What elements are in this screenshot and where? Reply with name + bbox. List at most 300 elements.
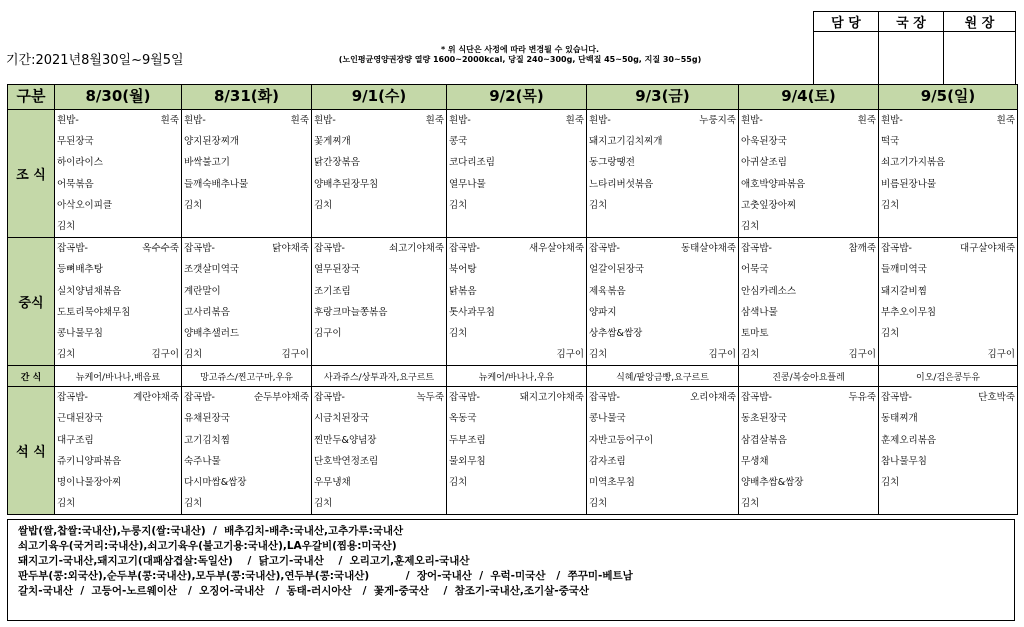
menu-item: 흰밥-	[184, 115, 206, 126]
menu-line	[741, 110, 876, 131]
menu-line	[449, 344, 584, 365]
menu-item: 들깨숙배추나물	[184, 178, 249, 190]
menu-item: 김치	[449, 327, 468, 339]
menu-item: 두부조림	[449, 434, 486, 446]
menu-line	[57, 152, 179, 173]
menu-line	[881, 131, 1015, 152]
menu-item: 상추쌈&쌈장	[589, 327, 643, 339]
menu-item: 김치	[314, 199, 333, 211]
menu-line	[881, 174, 1015, 195]
menu-line	[57, 110, 179, 131]
day-header: 8/31(화)	[182, 85, 312, 110]
menu-item: 느타리버섯볶음	[589, 178, 654, 190]
approval-box	[813, 11, 1016, 90]
menu-line	[184, 472, 309, 493]
menu-item-side: 흰죽	[160, 115, 179, 126]
menu-line	[57, 451, 179, 472]
meal-label-dinner: 석 식	[8, 387, 55, 515]
menu-item: 김치	[184, 498, 203, 510]
menu-item: 콩국	[449, 136, 468, 148]
menu-line	[314, 430, 444, 451]
lunch-row	[8, 238, 1018, 366]
menu-item: 잡곡밥-	[449, 392, 480, 404]
menu-line	[314, 387, 444, 408]
menu-line	[449, 216, 584, 237]
menu-line	[314, 323, 444, 344]
approval-staff-sign	[814, 32, 879, 90]
menu-line	[184, 259, 309, 280]
menu-line	[449, 323, 584, 344]
menu-item: 삼겹살볶음	[741, 434, 787, 446]
menu-item: 다시마쌈&쌈장	[184, 477, 247, 488]
menu-item: 콩나물무침	[57, 327, 103, 339]
menu-line	[314, 451, 444, 472]
menu-item-side: 김구이	[151, 349, 179, 361]
menu-item: 어묵볶음	[57, 178, 94, 190]
menu-line	[589, 216, 736, 237]
menu-line	[184, 451, 309, 472]
menu-line	[314, 259, 444, 280]
menu-item: 떡국	[881, 136, 900, 148]
menu-item: 김치	[314, 498, 333, 510]
menu-line	[314, 493, 444, 514]
header-row	[8, 85, 1018, 110]
menu-item-side: 동태살야채죽	[680, 243, 736, 255]
menu-item: 명이나물장아찌	[57, 477, 122, 488]
menu-line	[184, 430, 309, 451]
menu-line	[184, 195, 309, 216]
menu-line	[881, 238, 1015, 259]
menu-item: 김치	[881, 199, 900, 211]
snack-cell: 망고쥬스/찐고구마,우유	[182, 366, 312, 387]
approval-head-label: 원 장	[944, 12, 1016, 32]
menu-item-side: 김구이	[556, 349, 584, 361]
menu-item: 돼지고기김치찌개	[589, 136, 663, 148]
menu-line	[57, 493, 179, 514]
weekly-menu-table	[7, 84, 1018, 515]
menu-line	[881, 259, 1015, 280]
menu-line	[589, 451, 736, 472]
dinner-row	[8, 387, 1018, 515]
menu-line	[741, 387, 876, 408]
menu-line	[184, 323, 309, 344]
menu-item: 북어탕	[449, 264, 477, 276]
menu-cell	[447, 238, 587, 366]
snack-cell: 이오/검은콩두유	[879, 366, 1018, 387]
menu-line	[449, 302, 584, 323]
menu-line	[881, 110, 1015, 131]
menu-item-side: 흰죽	[425, 115, 444, 126]
menu-item: 동태찌개	[881, 413, 918, 425]
menu-item-side: 누룽지죽	[699, 115, 736, 126]
approval-director-label: 국 장	[879, 12, 944, 32]
menu-item: 쥬키니양파볶음	[57, 455, 122, 467]
menu-line	[184, 110, 309, 131]
menu-item: 옥동국	[449, 413, 477, 425]
menu-cell	[312, 387, 447, 515]
menu-line	[589, 344, 736, 365]
menu-line	[449, 281, 584, 302]
menu-item: 고사리볶음	[184, 306, 230, 318]
menu-line	[449, 195, 584, 216]
menu-line	[589, 174, 736, 195]
menu-item: 김치	[184, 199, 203, 211]
menu-cell	[587, 110, 739, 238]
menu-item: 김치	[741, 498, 760, 510]
menu-cell	[182, 387, 312, 515]
menu-line	[314, 344, 444, 365]
period-label: 기간:2021년8월30일~9월5일	[6, 53, 184, 68]
menu-line	[741, 152, 876, 173]
menu-item: 동그랑땡전	[589, 157, 635, 169]
menu-line	[589, 430, 736, 451]
menu-line	[184, 174, 309, 195]
menu-line	[741, 323, 876, 344]
day-header: 9/3(금)	[587, 85, 739, 110]
menu-line	[881, 216, 1015, 237]
meal-label-breakfast: 조 식	[8, 110, 55, 238]
menu-line	[589, 259, 736, 280]
day-header: 9/5(일)	[879, 85, 1018, 110]
menu-line	[184, 281, 309, 302]
menu-line	[449, 387, 584, 408]
menu-line	[589, 131, 736, 152]
menu-item: 조기조림	[314, 285, 351, 297]
menu-item: 양배추쌈&쌈장	[741, 477, 804, 488]
menu-item: 근대된장국	[57, 413, 103, 425]
menu-item-side: 쇠고기야채죽	[388, 243, 444, 255]
menu-item: 시금치된장국	[314, 413, 370, 425]
menu-line	[741, 195, 876, 216]
meal-label-snack: 간 식	[8, 366, 55, 387]
menu-item: 아삭오이피클	[57, 199, 113, 211]
menu-item: 바싹불고기	[184, 157, 230, 169]
menu-item-side: 두유죽	[848, 392, 876, 404]
menu-line	[449, 110, 584, 131]
menu-item: 양파지	[589, 306, 617, 318]
menu-item: 잡곡밥-	[184, 392, 215, 404]
menu-line	[881, 281, 1015, 302]
menu-cell	[879, 238, 1018, 366]
menu-item-side: 단호박죽	[978, 392, 1015, 404]
menu-line	[57, 216, 179, 237]
menu-item: 감자조림	[589, 455, 626, 467]
menu-line	[314, 408, 444, 429]
menu-line	[57, 408, 179, 429]
menu-item: 도토리묵야채무침	[57, 306, 131, 318]
menu-item: 잡곡밥-	[881, 392, 912, 404]
menu-line	[741, 281, 876, 302]
menu-item-side: 참깨죽	[848, 243, 876, 255]
menu-item: 계란말이	[184, 285, 221, 297]
menu-item-side: 흰죽	[996, 115, 1015, 126]
menu-item: 물외무침	[449, 455, 486, 467]
menu-line	[184, 387, 309, 408]
menu-item: 흰밥-	[741, 115, 763, 126]
menu-item: 우무냉채	[314, 477, 351, 488]
menu-item-side: 흰죽	[565, 115, 584, 126]
menu-line	[314, 195, 444, 216]
menu-item: 잡곡밥-	[449, 243, 480, 255]
menu-item: 톳사과무침	[449, 306, 495, 318]
menu-item: 고기김치찜	[184, 434, 230, 446]
menu-item: 콩나물국	[589, 413, 626, 425]
menu-cell	[55, 387, 182, 515]
menu-line	[589, 152, 736, 173]
menu-cell	[55, 110, 182, 238]
menu-item: 하이라이스	[57, 157, 103, 169]
menu-line	[57, 238, 179, 259]
menu-item-side: 녹두죽	[416, 392, 444, 404]
menu-cell	[55, 238, 182, 366]
menu-line	[589, 493, 736, 514]
menu-item: 김치	[589, 199, 608, 211]
menu-line	[314, 174, 444, 195]
menu-item: 양배추된장무침	[314, 178, 379, 190]
menu-item: 김치	[57, 349, 76, 361]
menu-line	[589, 387, 736, 408]
menu-line	[881, 302, 1015, 323]
menu-item: 김치	[57, 220, 76, 232]
menu-item: 자반고등어구이	[589, 434, 654, 446]
menu-item: 김치	[589, 349, 608, 361]
menu-item: 참나물무침	[881, 455, 927, 467]
menu-item-side: 옥수수죽	[142, 243, 179, 255]
menu-item-side: 닭야채죽	[272, 243, 309, 255]
menu-item: 삼색나물	[741, 306, 778, 318]
menu-item-side: 순두부야채죽	[253, 392, 309, 404]
menu-item: 김치	[57, 498, 76, 510]
menu-cell	[879, 110, 1018, 238]
menu-cell	[587, 387, 739, 515]
meal-label-lunch: 중식	[8, 238, 55, 366]
menu-line	[449, 152, 584, 173]
menu-item: 잡곡밥-	[741, 243, 772, 255]
menu-line	[184, 302, 309, 323]
origin-line: 쇠고기육우(국거리:국내산),쇠고기육우(불고기용:국내산),LA우갈비(찜용:미국산)	[18, 540, 397, 552]
menu-line	[449, 408, 584, 429]
menu-line	[589, 408, 736, 429]
menu-item: 잡곡밥-	[589, 243, 620, 255]
menu-item: 아귀살조림	[741, 157, 787, 169]
notice-line-1: * 위 식단은 사정에 따라 변경될 수 있습니다.	[440, 45, 600, 54]
menu-cell	[739, 110, 879, 238]
menu-item: 김치	[741, 220, 760, 232]
origin-line: 돼지고기-국내산,돼지고기(대패삼겹살:독일산) / 닭고기-국내산 / 오리고기,훈제오리-국내산	[18, 555, 470, 567]
menu-item-side: 김구이	[987, 349, 1015, 361]
menu-line	[184, 493, 309, 514]
day-header: 9/2(목)	[447, 85, 587, 110]
menu-item: 아욱된장국	[741, 136, 787, 148]
menu-line	[314, 110, 444, 131]
menu-line	[881, 493, 1015, 514]
menu-item: 잡곡밥-	[57, 243, 88, 255]
menu-line	[57, 281, 179, 302]
menu-line	[881, 451, 1015, 472]
menu-item: 잡곡밥-	[741, 392, 772, 404]
menu-line	[57, 472, 179, 493]
menu-item: 김치	[881, 327, 900, 339]
menu-line	[741, 259, 876, 280]
menu-line	[314, 152, 444, 173]
menu-item: 김치	[449, 477, 468, 488]
menu-item: 흰밥-	[881, 115, 903, 126]
menu-item: 유채된장국	[184, 413, 230, 425]
menu-line	[314, 238, 444, 259]
menu-cell	[587, 238, 739, 366]
origin-line: 갈치-국내산 / 고등어-노르웨이산 / 오징어-국내산 / 동태-러시아산 / 꽃게-중국산 / 참조기-국내산,조기살-중국산	[18, 585, 590, 597]
snack-cell: 식혜/팥앙금빵,요구르트	[587, 366, 739, 387]
menu-item: 숙주나물	[184, 455, 221, 467]
menu-line	[741, 451, 876, 472]
day-header: 9/1(수)	[312, 85, 447, 110]
menu-line	[881, 323, 1015, 344]
menu-item: 김치	[184, 349, 203, 361]
menu-line	[184, 408, 309, 429]
menu-item: 김치	[589, 498, 608, 510]
menu-cell	[312, 110, 447, 238]
menu-line	[449, 131, 584, 152]
menu-line	[449, 493, 584, 514]
menu-item: 대구조림	[57, 434, 94, 446]
menu-item: 고춧잎장아찌	[741, 199, 797, 211]
menu-item: 코다리조림	[449, 157, 495, 169]
menu-line	[741, 408, 876, 429]
menu-item: 어묵국	[741, 264, 769, 276]
snack-cell: 진콩/복숭아요플레	[739, 366, 879, 387]
menu-line	[314, 281, 444, 302]
menu-line	[184, 131, 309, 152]
menu-line	[741, 493, 876, 514]
menu-line	[589, 472, 736, 493]
day-header: 8/30(월)	[55, 85, 182, 110]
menu-line	[881, 472, 1015, 493]
menu-item: 비름된장나물	[881, 178, 937, 190]
menu-item: 양지된장찌개	[184, 136, 240, 148]
menu-item: 잡곡밥-	[314, 243, 345, 255]
menu-item: 닭볶음	[449, 285, 477, 297]
menu-item: 잡곡밥-	[589, 392, 620, 404]
menu-line	[184, 152, 309, 173]
menu-line	[184, 344, 309, 365]
menu-line	[589, 195, 736, 216]
menu-line	[741, 302, 876, 323]
menu-cell	[312, 238, 447, 366]
snack-cell: 뉴케어/바나나,배음료	[55, 366, 182, 387]
menu-item: 김치	[449, 199, 468, 211]
menu-item-side: 대구살야채죽	[959, 243, 1015, 255]
menu-cell	[879, 387, 1018, 515]
menu-line	[881, 195, 1015, 216]
snack-cell: 사과쥬스/상투과자,요구르트	[312, 366, 447, 387]
menu-item: 실치양념채볶음	[57, 285, 122, 297]
menu-line	[314, 302, 444, 323]
menu-item: 잡곡밥-	[184, 243, 215, 255]
header-label: 구분	[8, 85, 55, 110]
origin-notes	[7, 519, 1015, 621]
menu-line	[57, 430, 179, 451]
menu-cell	[182, 110, 312, 238]
menu-item: 부추오이무침	[881, 306, 937, 318]
notice	[330, 45, 710, 65]
menu-item: 쇠고기가지볶음	[881, 157, 946, 169]
menu-item: 흰밥-	[57, 115, 79, 126]
menu-item: 흰밥-	[589, 115, 611, 126]
menu-line	[741, 174, 876, 195]
menu-line	[314, 472, 444, 493]
menu-item: 등뼈배추탕	[57, 264, 103, 276]
menu-line	[184, 216, 309, 237]
origin-line: 쌀밥(쌀,찹쌀:국내산),누룽지(쌀:국내산) / 배추김치-배추:국내산,고추가루:국내산	[18, 525, 404, 537]
menu-item-side: 오리야채죽	[690, 392, 736, 404]
menu-line	[57, 387, 179, 408]
menu-item-side: 계란야채죽	[133, 392, 179, 404]
approval-staff-label: 담 당	[814, 12, 879, 32]
menu-item-side: 흰죽	[290, 115, 309, 126]
snack-row	[8, 366, 1018, 387]
menu-item-side: 김구이	[708, 349, 736, 361]
origin-line: 판두부(콩:외국산),순두부(콩:국내산),모두부(콩:국내산),연두부(콩:국내산) / 장어-국내산 / 우럭-미국산 / 쭈꾸미-베트남	[18, 570, 633, 582]
menu-line	[449, 430, 584, 451]
snack-cell: 뉴케어/바나나,우유	[447, 366, 587, 387]
menu-line	[741, 131, 876, 152]
day-header: 9/4(토)	[739, 85, 879, 110]
menu-item: 후랑크마늘쫑볶음	[314, 306, 388, 318]
menu-item: 동초된장국	[741, 413, 787, 425]
menu-item-side: 김구이	[848, 349, 876, 361]
menu-line	[449, 472, 584, 493]
menu-item: 양배추샐러드	[184, 327, 240, 339]
menu-item-side: 새우살야채죽	[528, 243, 584, 255]
menu-line	[741, 344, 876, 365]
menu-line	[589, 110, 736, 131]
menu-item: 김치	[741, 349, 760, 361]
notice-line-2: (노인평균영양권장량 열량 1600~2000kcal, 당질 240~300g, 단백질 45~50g, 지질 30~55g)	[338, 55, 702, 64]
menu-line	[741, 430, 876, 451]
menu-line	[589, 302, 736, 323]
menu-item: 제육볶음	[589, 285, 626, 297]
menu-line	[449, 259, 584, 280]
menu-cell	[447, 110, 587, 238]
menu-item: 단호박연정조림	[314, 455, 379, 467]
menu-item: 무된장국	[57, 136, 94, 148]
menu-line	[314, 216, 444, 237]
menu-line	[449, 174, 584, 195]
menu-line	[184, 238, 309, 259]
menu-item: 안심카레소스	[741, 285, 797, 297]
menu-item: 잡곡밥-	[314, 392, 345, 404]
menu-line	[741, 472, 876, 493]
menu-line	[881, 344, 1015, 365]
menu-line	[57, 344, 179, 365]
menu-line	[741, 238, 876, 259]
menu-item: 조갯살미역국	[184, 264, 240, 276]
menu-item: 흰밥-	[314, 115, 336, 126]
menu-item: 들깨미역국	[881, 264, 927, 276]
menu-item: 무생채	[741, 455, 769, 467]
menu-line	[741, 216, 876, 237]
approval-head-sign	[944, 32, 1016, 90]
menu-cell	[739, 238, 879, 366]
menu-item-side: 흰죽	[857, 115, 876, 126]
menu-item: 김치	[881, 477, 900, 488]
menu-item: 김구이	[314, 327, 342, 339]
menu-item: 잡곡밥-	[57, 392, 88, 404]
breakfast-row	[8, 110, 1018, 238]
menu-item-side: 돼지고기야채죽	[519, 392, 584, 404]
menu-item: 토마토	[741, 327, 769, 339]
menu-line	[449, 451, 584, 472]
